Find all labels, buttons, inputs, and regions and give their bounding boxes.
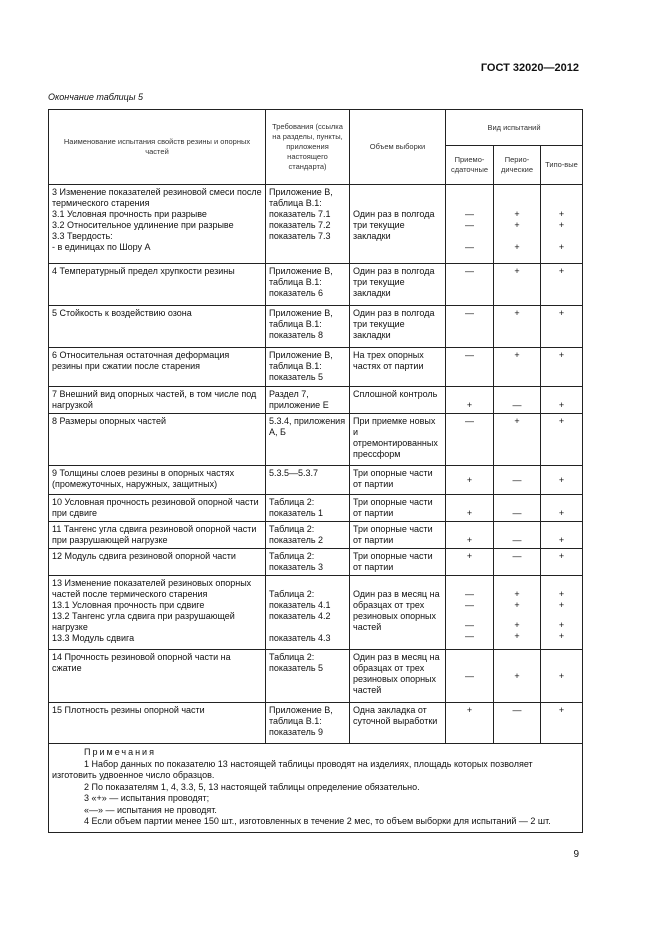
row-acceptance: — <box>446 414 494 466</box>
row-acceptance: — <box>446 348 494 387</box>
row-type: + <box>541 703 583 744</box>
row-periodic: + <box>494 306 541 348</box>
row-requirements: Приложение В, таблица В.1: показатель 8 <box>266 306 350 348</box>
row-acceptance: — <box>446 650 494 703</box>
page-number: 9 <box>573 849 579 860</box>
row-name: 14 Прочность резиновой опорной части на сжатие <box>49 650 266 703</box>
row-name: 13 Изменение показателей резиновых опорных частей после термического старения 13.1 Условная прочность при сдвиге 13.2 Тангенс угла сдвига при разрушающей нагрузке 13.3 Модуль сдвига <box>49 576 266 650</box>
row-acceptance: + <box>446 522 494 549</box>
table-row <box>49 495 583 522</box>
row-name: 8 Размеры опорных частей <box>49 414 266 466</box>
table-row <box>49 264 583 306</box>
row-type: + <box>541 522 583 549</box>
row-sample: На трех опорных частях от партии <box>350 348 446 387</box>
row-type: + <box>541 414 583 466</box>
row-name: 7 Внешний вид опорных частей, в том числе под нагрузкой <box>49 387 266 414</box>
row-sample: Один раз в месяц на образцах от трех резиновых опорных частей <box>350 576 446 650</box>
table-row <box>49 549 583 576</box>
row-requirements: Приложение В, таблица В.1: показатель 7.1 показатель 7.2 показатель 7.3 <box>266 185 350 264</box>
row-requirements: Таблица 2: показатель 5 <box>266 650 350 703</box>
tests-table <box>48 109 583 833</box>
row-requirements: Таблица 2: показатель 3 <box>266 549 350 576</box>
header-type: Типо-вые <box>541 146 583 185</box>
row-periodic: — <box>494 466 541 495</box>
row-periodic: — <box>494 387 541 414</box>
note-item: 3 «+» — испытания проводят; <box>84 793 210 803</box>
header-name: Наименование испытания свойств резины и опорных частей <box>49 110 266 185</box>
row-type: + <box>541 348 583 387</box>
row-name: 6 Относительная остаточная деформация резины при сжатии после старения <box>49 348 266 387</box>
row-name: 12 Модуль сдвига резиновой опорной части <box>49 549 266 576</box>
row-requirements: Приложение В, таблица В.1: показатель 9 <box>266 703 350 744</box>
note-item: 2 По показателям 1, 4, 3.3, 5, 13 настоящей таблицы определение обязательно. <box>84 781 420 792</box>
row-name: 4 Температурный предел хрупкости резины <box>49 264 266 306</box>
table-row <box>49 466 583 495</box>
row-sample: Один раз в полгода три текущие закладки <box>350 185 446 264</box>
row-sample: При приемке новых и отремонтированных прессформ <box>350 414 446 466</box>
header-test-kind: Вид испытаний <box>446 110 583 146</box>
row-acceptance: — — — <box>446 185 494 264</box>
row-periodic: + <box>494 414 541 466</box>
row-type: + <box>541 495 583 522</box>
row-requirements: Приложение В, таблица В.1: показатель 6 <box>266 264 350 306</box>
row-sample: Один раз в месяц на образцах от трех резиновых опорных частей <box>350 650 446 703</box>
table-row <box>49 414 583 466</box>
header-requirements: Требования (ссылка на разделы, пункты, приложения настоящего стандарта) <box>266 110 350 185</box>
row-acceptance: — <box>446 264 494 306</box>
row-sample: Сплошной контроль <box>350 387 446 414</box>
table-row <box>49 185 583 264</box>
row-acceptance: + <box>446 387 494 414</box>
row-type: + <box>541 387 583 414</box>
header-acceptance: Приемо-сдаточные <box>446 146 494 185</box>
standard-number: ГОСТ 32020—2012 <box>480 62 579 74</box>
table-row <box>49 522 583 549</box>
row-type: + <box>541 264 583 306</box>
row-type: + + + <box>541 185 583 264</box>
notes-title: Примечания <box>84 747 156 757</box>
table-row <box>49 387 583 414</box>
row-acceptance: — — — — <box>446 576 494 650</box>
notes <box>49 744 583 833</box>
row-acceptance: + <box>446 495 494 522</box>
row-periodic: — <box>494 495 541 522</box>
row-name: 15 Плотность резины опорной части <box>49 703 266 744</box>
row-periodic: + + + + <box>494 576 541 650</box>
row-periodic: — <box>494 549 541 576</box>
table-row <box>49 348 583 387</box>
table-row <box>49 306 583 348</box>
row-periodic: + <box>494 348 541 387</box>
row-periodic: — <box>494 703 541 744</box>
row-sample: Три опорные части от партии <box>350 549 446 576</box>
row-periodic: + <box>494 264 541 306</box>
row-acceptance: + <box>446 703 494 744</box>
row-name: 10 Условная прочность резиновой опорной части при сдвиге <box>49 495 266 522</box>
row-requirements: Таблица 2: показатель 1 <box>266 495 350 522</box>
row-periodic: + + + <box>494 185 541 264</box>
row-sample: Три опорные части от партии <box>350 466 446 495</box>
row-sample: Три опорные части от партии <box>350 522 446 549</box>
row-requirements: Таблица 2: показатель 2 <box>266 522 350 549</box>
note-item: 4 Если объем партии менее 150 шт., изготовленных в течение 2 мес, то объем выборки для испытаний — 2 шт. <box>84 816 551 826</box>
row-type: + + + + <box>541 576 583 650</box>
table-row <box>49 576 583 650</box>
table-caption: Окончание таблицы 5 <box>48 92 143 102</box>
row-type: + <box>541 466 583 495</box>
row-sample: Одна закладка от суточной выработки <box>350 703 446 744</box>
row-sample: Три опорные части от партии <box>350 495 446 522</box>
row-type: + <box>541 306 583 348</box>
row-sample: Один раз в полгода три текущие закладки <box>350 264 446 306</box>
note-item: 1 Набор данных по показателю 13 настоящей таблицы проводят на изделиях, площадь которых позволяет изготовить удвоенное число образцов. <box>52 758 533 780</box>
row-sample: Один раз в полгода три текущие закладки <box>350 306 446 348</box>
header-sample: Объем выборки <box>350 110 446 185</box>
row-periodic: — <box>494 522 541 549</box>
row-requirements: 5.3.5—5.3.7 <box>266 466 350 495</box>
row-name: 5 Стойкость к воздействию озона <box>49 306 266 348</box>
notes-row <box>49 744 583 833</box>
row-requirements: Приложение В, таблица В.1: показатель 5 <box>266 348 350 387</box>
row-name: 11 Тангенс угла сдвига резиновой опорной части при разрушающей нагрузке <box>49 522 266 549</box>
row-name: 9 Толщины слоев резины в опорных частях (промежуточных, наружных, защитных) <box>49 466 266 495</box>
row-requirements: Раздел 7, приложение Е <box>266 387 350 414</box>
row-type: + <box>541 650 583 703</box>
row-requirements: 5.3.4, приложения А, Б <box>266 414 350 466</box>
row-acceptance: — <box>446 306 494 348</box>
table-row <box>49 650 583 703</box>
row-acceptance: + <box>446 549 494 576</box>
row-acceptance: + <box>446 466 494 495</box>
table-row <box>49 703 583 744</box>
note-item: «—» — испытания не проводят. <box>84 804 217 815</box>
header-periodic: Перио-дические <box>494 146 541 185</box>
row-type: + <box>541 549 583 576</box>
row-name: 3 Изменение показателей резиновой смеси после термического старения 3.1 Условная прочность при разрыве 3.2 Относительное удлинение при разрыве 3.3 Твердость: - в единицах по Шору А <box>49 185 266 264</box>
row-periodic: + <box>494 650 541 703</box>
row-requirements: Таблица 2: показатель 4.1 показатель 4.2 показатель 4.3 <box>266 576 350 650</box>
